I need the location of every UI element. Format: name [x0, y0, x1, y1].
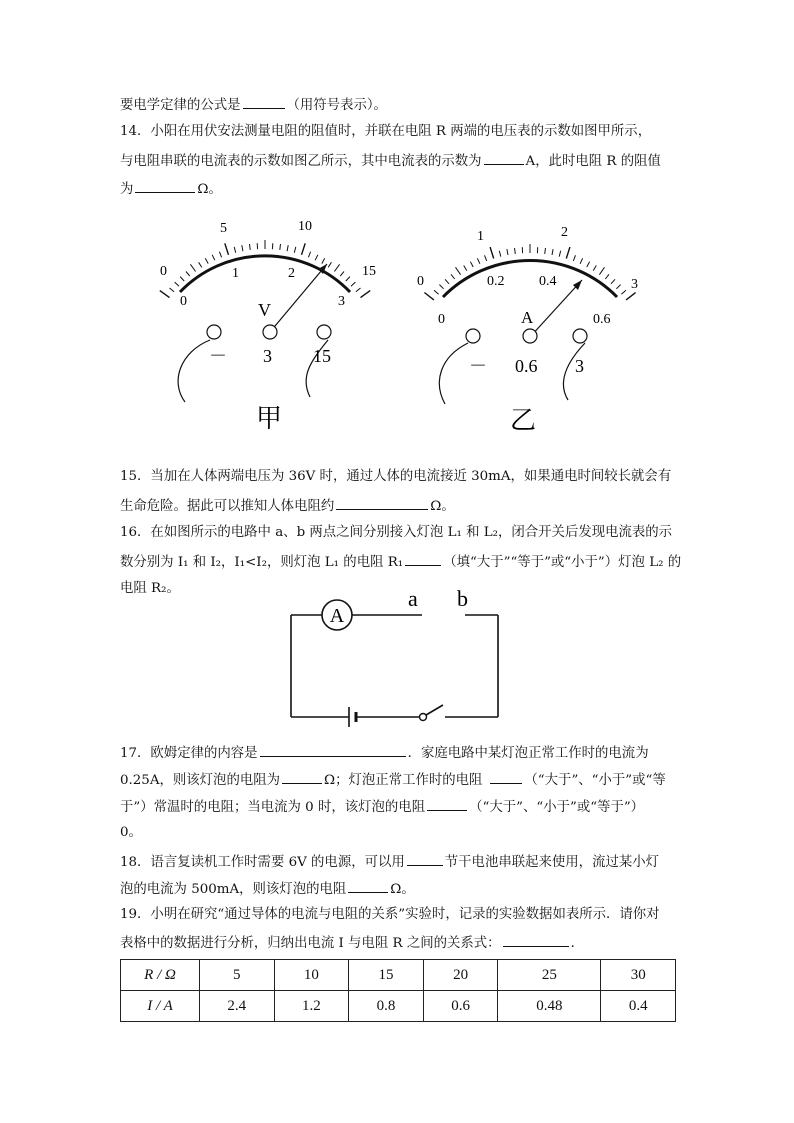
scale-tick — [490, 247, 494, 258]
scale-tick — [552, 249, 553, 255]
voltmeter-outer-label: 15 — [362, 264, 376, 279]
scale-tick — [439, 285, 443, 289]
question-17-line-1 — [120, 742, 649, 764]
text: Ω。 — [390, 882, 415, 897]
voltmeter-outer-label: 10 — [298, 219, 312, 234]
ammeter-inner-label: 0.4 — [539, 274, 557, 289]
answer-blank[interactable] — [243, 94, 285, 109]
scale-tick — [464, 266, 467, 271]
ammeter-lead-left — [439, 343, 468, 404]
text: 17．欧姆定律的内容是 — [120, 746, 258, 761]
table-cell: 30 — [601, 960, 676, 991]
question-19-line-2 — [120, 932, 584, 954]
voltmeter-terminal-15[interactable] — [317, 325, 331, 339]
answer-blank[interactable] — [503, 932, 569, 947]
scale-tick — [219, 252, 221, 258]
ammeter-inner-label: 0 — [438, 312, 445, 327]
switch-contact — [420, 714, 427, 721]
scale-tick — [499, 251, 501, 257]
ammeter-symbol-label: A — [329, 605, 345, 627]
ammeter-outer-label: 0 — [417, 274, 424, 289]
ammeter-figure — [405, 212, 650, 437]
text: 于”）常温时的电阻；当电流为 0 时，该灯泡的电阻 — [120, 800, 426, 815]
scale-tick — [451, 274, 455, 279]
question-14-line-3 — [120, 178, 222, 200]
scale-tick — [611, 279, 615, 284]
voltmeter-terminal-negative[interactable] — [207, 325, 221, 339]
text: 19．小明在研究“通过导体的电流与电阻的关系”实验时，记录的实验数据如表所示．请你对 — [120, 907, 660, 922]
scale-tick — [356, 288, 361, 292]
scale-tick — [587, 262, 590, 267]
ammeter-outer-label: 1 — [477, 229, 484, 244]
voltmeter-ticks — [160, 240, 370, 298]
text: 要电学定律的公式是 — [120, 98, 241, 113]
voltmeter-inner-label: 3 — [338, 294, 345, 309]
scale-tick — [308, 252, 310, 258]
scale-tick — [485, 255, 487, 261]
scale-tick — [328, 262, 331, 267]
text: （“大于”、“小于”或“等 — [524, 773, 666, 788]
text: 0.25A，则该灯泡的电阻为 — [120, 773, 281, 788]
voltmeter-lead-left — [178, 340, 210, 402]
text: ． — [570, 936, 584, 951]
scale-tick — [302, 243, 306, 254]
answer-blank[interactable] — [407, 851, 443, 866]
text: （用符号表示）。 — [286, 98, 387, 113]
voltmeter-unit: V — [258, 300, 271, 320]
voltmeter-inner-label: 2 — [288, 266, 295, 281]
answer-blank[interactable] — [260, 742, 406, 757]
scale-tick — [234, 247, 236, 253]
answer-blank[interactable] — [135, 178, 195, 193]
table-cell: 20 — [423, 960, 498, 991]
answer-blank[interactable] — [427, 796, 467, 811]
voltmeter-terminal-label: － — [209, 346, 227, 366]
ammeter-terminal-3[interactable] — [573, 329, 587, 343]
question-15-line-1 — [120, 467, 671, 487]
voltmeter-scale-arc — [180, 256, 350, 292]
voltmeter-terminal-3[interactable] — [263, 325, 277, 339]
scale-tick — [545, 248, 546, 254]
question-16-line-1 — [120, 523, 672, 543]
text: Ω。 — [197, 182, 222, 197]
voltmeter-terminal-label: 15 — [313, 346, 331, 366]
scale-tick — [515, 248, 516, 254]
voltmeter-figure — [150, 212, 380, 437]
table-cell: 1.2 — [274, 991, 349, 1022]
question-17-line-2 — [120, 769, 666, 791]
scale-tick — [621, 290, 626, 294]
scale-tick — [340, 272, 344, 277]
scale-tick — [346, 277, 350, 281]
answer-blank[interactable] — [282, 769, 322, 784]
scale-tick — [212, 255, 215, 260]
text: 为 — [120, 182, 134, 197]
voltmeter-needle — [270, 264, 327, 332]
scale-tick — [322, 258, 325, 263]
point-a-label: a — [408, 586, 418, 611]
scale-tick — [287, 245, 288, 251]
scale-tick — [470, 262, 473, 267]
scale-tick — [626, 293, 636, 300]
text: ．家庭电路中某灯泡正常工作时的电流为 — [407, 746, 649, 761]
table-header-cell: I / A — [121, 991, 200, 1022]
text: 16．在如图所示的电路中 a、b 两点之间分别接入灯泡 L₁ 和 L₂，闭合开关后发现电流表的示 — [120, 525, 673, 540]
figure-caption-jia: 甲 — [256, 404, 283, 434]
text: 节干电池串联起来使用，流过某小灯 — [444, 855, 660, 870]
ammeter-ticks — [424, 244, 635, 300]
question-14-line-2 — [120, 150, 661, 172]
table-row — [121, 991, 676, 1022]
question-17-line-4 — [120, 823, 142, 843]
text: 与电阻串联的电流表的示数如图乙所示，其中电流表的示数为 — [120, 154, 482, 169]
scale-tick — [593, 266, 596, 271]
text: 表格中的数据进行分析，归纳出电流 I 与电阻 R 之间的关系式： — [120, 936, 501, 951]
question-17-line-3 — [120, 796, 644, 818]
scale-tick — [170, 288, 175, 292]
table-header-cell: R / Ω — [121, 960, 200, 991]
ammeter-terminal-negative[interactable] — [466, 329, 480, 343]
scale-tick — [599, 267, 604, 274]
table-cell: 5 — [200, 960, 275, 991]
scale-tick — [205, 258, 208, 263]
voltmeter-outer-label: 0 — [160, 264, 167, 279]
question-14-line-1 — [120, 122, 651, 142]
ammeter-scale-arc — [443, 261, 617, 297]
resistance-current-table — [120, 959, 676, 1022]
ammeter-terminal-label: － — [469, 356, 487, 376]
table-cell: 10 — [274, 960, 349, 991]
scale-tick — [580, 258, 583, 264]
table-cell: 0.6 — [423, 991, 498, 1022]
scale-tick — [242, 245, 243, 251]
scale-tick — [445, 279, 449, 284]
text: 泡的电流为 500mA，则该灯泡的电阻 — [120, 882, 347, 897]
voltmeter-inner-label: 0 — [180, 294, 187, 309]
scale-tick — [294, 247, 296, 253]
table-cell: 0.4 — [601, 991, 676, 1022]
table-cell: 25 — [498, 960, 601, 991]
ammeter-unit: A — [521, 308, 534, 327]
ammeter-outer-label: 2 — [561, 225, 568, 240]
scale-tick — [334, 264, 339, 271]
scale-tick — [175, 282, 179, 286]
table-cell: 2.4 — [200, 991, 275, 1022]
scale-tick — [507, 249, 508, 255]
figure-caption-yi: 乙 — [510, 406, 537, 436]
text: 数分别为 I₁ 和 I₂，I₁<I₂，则灯泡 L₁ 的电阻 R₁ — [120, 555, 404, 570]
question-19-line-1 — [120, 905, 660, 925]
ammeter-terminal-0.6[interactable] — [523, 329, 537, 343]
scale-tick — [573, 255, 575, 261]
text: （“大于”、“小于”或“等于”） — [469, 800, 645, 815]
scale-tick — [456, 267, 461, 274]
text: 0。 — [120, 825, 142, 840]
text: 14．小阳在用伏安法测量电阻的阻值时，并联在电阻 R 两端的电压表的示数如图甲所示， — [120, 124, 652, 139]
scale-tick — [351, 282, 355, 286]
scale-tick — [477, 258, 480, 264]
switch-lever[interactable] — [426, 705, 443, 715]
question-18-line-1 — [120, 851, 659, 873]
ammeter-inner-label: 0.6 — [593, 312, 611, 327]
table-cell: 0.48 — [498, 991, 601, 1022]
scale-tick — [434, 290, 439, 294]
circuit-diagram — [285, 585, 510, 730]
scale-tick — [186, 272, 190, 277]
voltmeter-terminal-label: 3 — [263, 346, 272, 366]
ammeter-terminal-label: 0.6 — [515, 356, 538, 376]
table-row — [121, 960, 676, 991]
voltmeter-inner-label: 1 — [232, 266, 239, 281]
answer-blank[interactable] — [484, 150, 524, 165]
text-line — [120, 94, 387, 116]
ammeter-outer-label: 3 — [631, 277, 638, 292]
text: Ω；灯泡正常工作时的电阻 — [324, 773, 483, 788]
scale-tick — [199, 262, 202, 267]
answer-blank[interactable] — [490, 769, 522, 784]
text: 生命危险。据此可以推知人体电阻约 — [120, 499, 335, 514]
voltmeter-outer-label: 5 — [220, 221, 227, 236]
scale-tick — [280, 244, 281, 250]
point-b-label: b — [457, 586, 468, 611]
text: A，此时电阻 R 的阻值 — [525, 154, 661, 169]
ammeter-terminal-label: 3 — [575, 356, 584, 376]
text: Ω。 — [430, 499, 455, 514]
text: 电阻 R₂。 — [120, 581, 180, 596]
scale-tick — [160, 291, 170, 298]
scale-tick — [566, 247, 570, 258]
scale-tick — [424, 293, 434, 300]
scale-tick — [190, 264, 195, 271]
question-16-line-2 — [120, 551, 681, 573]
scale-tick — [559, 251, 561, 257]
text: 18．语言复读机工作时需要 6V 的电源，可以用 — [120, 855, 405, 870]
table-cell: 0.8 — [349, 991, 424, 1022]
ammeter-inner-label: 0.2 — [487, 274, 505, 289]
text: 15．当加在人体两端电压为 36V 时，通过人体的电流接近 30mA，如果通电时间较长就会有 — [120, 469, 672, 484]
table-cell: 15 — [349, 960, 424, 991]
text: （填“大于”“等于”或“小于”）灯泡 L₂ 的 — [443, 555, 682, 570]
answer-blank[interactable] — [348, 878, 388, 893]
scale-tick — [361, 291, 371, 298]
question-18-line-2 — [120, 878, 415, 900]
scale-tick — [225, 243, 229, 254]
scale-tick — [616, 285, 620, 289]
scale-tick — [250, 244, 251, 250]
question-16-line-3 — [120, 579, 180, 599]
scale-tick — [315, 255, 318, 260]
scale-tick — [605, 274, 609, 279]
scale-tick — [180, 277, 184, 281]
question-15-line-2 — [120, 495, 455, 517]
answer-blank[interactable] — [336, 495, 428, 510]
answer-blank[interactable] — [405, 551, 441, 566]
